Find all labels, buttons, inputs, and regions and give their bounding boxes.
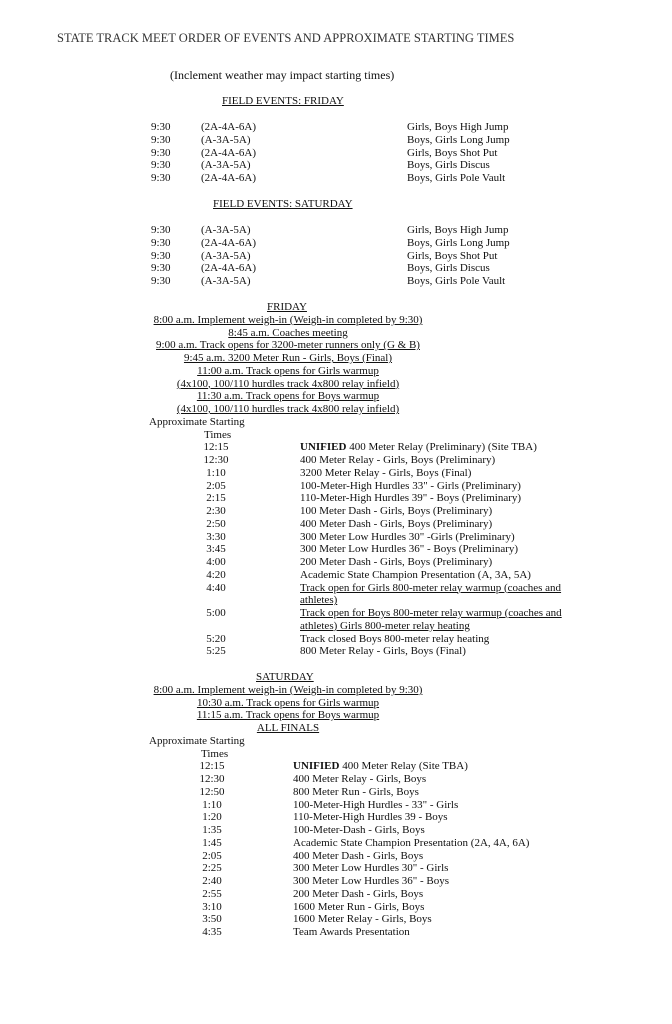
schedule-time: 5:25 bbox=[206, 645, 226, 658]
schedule-event-text: 110-Meter-High Hurdles 39" - Boys (Preliminary) bbox=[300, 492, 522, 505]
schedule-time: 3:30 bbox=[206, 530, 226, 543]
schedule-event-text: Academic State Champion Presentation (A, 3A, 5A) bbox=[300, 568, 531, 581]
schedule-event bbox=[300, 531, 572, 544]
field-event-row bbox=[0, 275, 672, 288]
schedule-event-text: 300 Meter Low Hurdles 30" -Girls (Preliminary) bbox=[300, 530, 515, 543]
schedule-event bbox=[293, 811, 593, 824]
event-time: 9:30 bbox=[151, 121, 171, 133]
event-classification: (2A-4A-6A) bbox=[201, 236, 256, 249]
event-classification: (A-3A-5A) bbox=[201, 224, 251, 236]
event-name: Boys, Girls Discus bbox=[407, 159, 490, 172]
schedule-event bbox=[300, 480, 572, 493]
schedule-event-text: 400 Meter Dash - Girls, Boys (Preliminary) bbox=[300, 517, 493, 530]
schedule-event bbox=[300, 441, 572, 454]
schedule-event-text: Track open for Girls 800-meter relay warmup (coaches and athletes) bbox=[300, 581, 562, 607]
schedule-event-text: 300 Meter Low Hurdles 30" - Girls bbox=[293, 862, 449, 875]
schedule-time: 12:30 bbox=[199, 773, 225, 785]
field-friday-heading: FIELD EVENTS: FRIDAY bbox=[222, 95, 344, 107]
schedule-time: 1:20 bbox=[202, 811, 222, 824]
schedule-event-text: 200 Meter Dash - Girls, Boys (Preliminary) bbox=[300, 556, 493, 568]
saturday-heading: SATURDAY bbox=[256, 671, 314, 683]
event-classification: (2A-4A-6A) bbox=[201, 121, 256, 133]
event-time: 9:30 bbox=[151, 249, 171, 262]
schedule-event bbox=[300, 569, 572, 582]
schedule-event bbox=[293, 926, 593, 939]
schedule-event-text: Track open for Boys 800-meter relay warmup (coaches and athletes) Girls 800-meter relay heating bbox=[300, 607, 562, 632]
event-classification: (2A-4A-6A) bbox=[201, 262, 256, 275]
schedule-event-text: 800 Meter Relay - Girls, Boys (Final) bbox=[300, 645, 466, 658]
schedule-time: 3:45 bbox=[206, 543, 226, 556]
schedule-event-text: 100-Meter-High Hurdles 33" - Girls (Preliminary) bbox=[300, 479, 521, 492]
schedule-event-text: 110-Meter-High Hurdles 39 - Boys bbox=[293, 811, 448, 824]
schedule-note-line: (4x100, 100/110 hurdles track 4x800 relay infield) bbox=[176, 403, 400, 415]
schedule-event-text: Academic State Champion Presentation (2A, 4A, 6A) bbox=[293, 836, 530, 849]
schedule-event bbox=[293, 799, 593, 812]
schedule-event bbox=[300, 505, 572, 518]
approx-starting-label: Approximate Starting bbox=[149, 415, 245, 428]
schedule-event-text: 400 Meter Dash - Girls, Boys bbox=[293, 849, 424, 862]
event-name: Girls, Boys High Jump bbox=[407, 224, 509, 236]
approx-starting-label: Approximate Starting bbox=[149, 734, 245, 747]
event-classification: (A-3A-5A) bbox=[201, 249, 251, 262]
event-classification: (2A-4A-6A) bbox=[201, 172, 256, 185]
schedule-event-text: 200 Meter Dash - Girls, Boys bbox=[293, 887, 424, 900]
event-name: Girls, Boys Shot Put bbox=[407, 146, 498, 159]
schedule-event-text: Team Awards Presentation bbox=[293, 926, 410, 938]
event-name: Boys, Girls Discus bbox=[407, 262, 490, 275]
event-classification: (2A-4A-6A) bbox=[201, 146, 256, 159]
schedule-event-text: 1600 Meter Run - Girls, Boys bbox=[293, 900, 425, 913]
schedule-time: 12:30 bbox=[203, 454, 229, 466]
schedule-event bbox=[300, 645, 572, 658]
schedule-time: 3:10 bbox=[202, 900, 222, 913]
schedule-event bbox=[293, 837, 593, 850]
schedule-time: 12:50 bbox=[199, 785, 225, 798]
event-name: Girls, Boys High Jump bbox=[407, 121, 509, 133]
times-label: Times bbox=[204, 428, 232, 441]
field-event-row bbox=[0, 159, 672, 172]
schedule-note-line: 11:15 a.m. Track opens for Boys warmup bbox=[196, 709, 380, 722]
schedule-event bbox=[293, 901, 593, 914]
schedule-time: 2:40 bbox=[202, 875, 222, 887]
event-time: 9:30 bbox=[151, 262, 171, 275]
schedule-time: 2:05 bbox=[206, 479, 226, 492]
event-name: Boys, Girls Pole Vault bbox=[407, 275, 506, 288]
schedule-note-line: 8:00 a.m. Implement weigh-in (Weigh-in completed by 9:30) bbox=[153, 313, 423, 326]
unified-label: UNIFIED bbox=[293, 760, 340, 773]
schedule-note-line: 9:45 a.m. 3200 Meter Run - Girls, Boys (Final) bbox=[183, 352, 393, 364]
event-classification: (A-3A-5A) bbox=[201, 133, 251, 146]
friday-heading: FRIDAY bbox=[267, 301, 307, 313]
schedule-event bbox=[293, 875, 593, 888]
schedule-note-line: 11:30 a.m. Track opens for Boys warmup bbox=[196, 390, 380, 403]
schedule-event bbox=[300, 633, 572, 646]
document-title: STATE TRACK MEET ORDER OF EVENTS AND APPROXIMATE STARTING TIMES bbox=[57, 31, 515, 45]
schedule-time: 2:50 bbox=[206, 517, 226, 530]
schedule-time: 2:30 bbox=[206, 505, 226, 517]
schedule-event bbox=[293, 786, 593, 799]
event-classification: (A-3A-5A) bbox=[201, 275, 251, 288]
schedule-time: 1:10 bbox=[202, 798, 222, 811]
schedule-time: 2:15 bbox=[206, 492, 226, 505]
schedule-event bbox=[293, 760, 593, 773]
schedule-event bbox=[300, 518, 572, 531]
schedule-time: 1:35 bbox=[202, 824, 222, 836]
event-time: 9:30 bbox=[151, 146, 171, 159]
schedule-time: 2:25 bbox=[202, 862, 222, 875]
schedule-event bbox=[300, 582, 572, 608]
schedule-event-text: 300 Meter Low Hurdles 36" - Boys bbox=[293, 875, 450, 887]
schedule-note-line: 8:00 a.m. Implement weigh-in (Weigh-in completed by 9:30) bbox=[153, 683, 423, 696]
schedule-time: 5:00 bbox=[206, 607, 226, 619]
event-name: Boys, Girls Pole Vault bbox=[407, 172, 506, 185]
event-name: Boys, Girls Long Jump bbox=[407, 236, 510, 249]
event-time: 9:30 bbox=[151, 236, 171, 249]
schedule-event bbox=[293, 913, 593, 926]
field-event-row bbox=[0, 134, 672, 147]
schedule-time: 4:00 bbox=[206, 556, 226, 568]
schedule-time: 5:20 bbox=[206, 632, 226, 645]
schedule-event bbox=[300, 607, 572, 633]
schedule-event-text: 100-Meter-High Hurdles - 33" - Girls bbox=[293, 798, 459, 811]
schedule-event-text: 3200 Meter Relay - Girls, Boys (Final) bbox=[300, 466, 472, 479]
schedule-time: 4:40 bbox=[206, 581, 226, 594]
schedule-time: 12:15 bbox=[203, 441, 229, 454]
schedule-time: 1:45 bbox=[202, 836, 222, 849]
event-time: 9:30 bbox=[151, 275, 171, 288]
schedule-event-text: 400 Meter Relay - Girls, Boys (Preliminary) bbox=[300, 454, 496, 466]
schedule-event-text: 100 Meter Dash - Girls, Boys (Preliminary) bbox=[300, 505, 493, 517]
schedule-event-text: 1600 Meter Relay - Girls, Boys bbox=[293, 913, 432, 926]
schedule-note-line: 11:00 a.m. Track opens for Girls warmup bbox=[197, 364, 379, 377]
schedule-event bbox=[300, 492, 572, 505]
weather-note: (Inclement weather may impact starting times) bbox=[170, 68, 395, 82]
schedule-event bbox=[293, 773, 593, 786]
schedule-time: 1:10 bbox=[206, 466, 226, 479]
event-name: Girls, Boys Shot Put bbox=[407, 249, 498, 262]
schedule-note-line: ALL FINALS bbox=[256, 722, 320, 734]
schedule-event bbox=[293, 888, 593, 901]
schedule-event bbox=[300, 467, 572, 480]
schedule-event-text: 300 Meter Low Hurdles 36" - Boys (Preliminary) bbox=[300, 543, 519, 556]
field-event-row bbox=[0, 147, 672, 160]
schedule-event-text: 400 Meter Relay (Preliminary) (Site TBA) bbox=[346, 441, 537, 454]
field-event-row bbox=[0, 237, 672, 250]
field-event-row bbox=[0, 262, 672, 275]
times-label: Times bbox=[201, 747, 229, 760]
schedule-time: 4:35 bbox=[202, 926, 222, 938]
field-event-row bbox=[0, 224, 672, 237]
field-event-row bbox=[0, 250, 672, 263]
unified-label: UNIFIED bbox=[300, 441, 347, 454]
event-name: Boys, Girls Long Jump bbox=[407, 133, 510, 146]
field-event-row bbox=[0, 172, 672, 185]
event-time: 9:30 bbox=[151, 133, 171, 146]
schedule-time: 12:15 bbox=[199, 760, 225, 773]
event-time: 9:30 bbox=[151, 172, 171, 185]
schedule-note-line: 8:45 a.m. Coaches meeting bbox=[228, 326, 348, 339]
schedule-time: 3:50 bbox=[202, 913, 222, 926]
schedule-event bbox=[293, 850, 593, 863]
schedule-event-text: 400 Meter Relay - Girls, Boys bbox=[293, 773, 427, 785]
schedule-event bbox=[293, 862, 593, 875]
event-time: 9:30 bbox=[151, 224, 171, 236]
schedule-event-text: 800 Meter Run - Girls, Boys bbox=[293, 785, 419, 798]
schedule-note-line: 10:30 a.m. Track opens for Girls warmup bbox=[196, 696, 380, 709]
schedule-event bbox=[300, 454, 572, 467]
schedule-time: 4:20 bbox=[206, 568, 226, 581]
event-time: 9:30 bbox=[151, 159, 171, 172]
schedule-event-text: 400 Meter Relay (Site TBA) bbox=[339, 760, 468, 773]
event-classification: (A-3A-5A) bbox=[201, 159, 251, 172]
schedule-event-text: Track closed Boys 800-meter relay heating bbox=[300, 632, 490, 645]
schedule-event bbox=[300, 543, 572, 556]
field-saturday-heading: FIELD EVENTS: SATURDAY bbox=[213, 198, 353, 210]
schedule-note-line: (4x100, 100/110 hurdles track 4x800 relay infield) bbox=[176, 377, 400, 390]
schedule-event-text: 100-Meter-Dash - Girls, Boys bbox=[293, 824, 425, 836]
schedule-event bbox=[293, 824, 593, 837]
schedule-time: 2:05 bbox=[202, 849, 222, 862]
schedule-time: 2:55 bbox=[202, 887, 222, 900]
schedule-event bbox=[300, 556, 572, 569]
schedule-note-line: 9:00 a.m. Track opens for 3200-meter runners only (G & B) bbox=[156, 339, 420, 352]
field-event-row bbox=[0, 121, 672, 134]
